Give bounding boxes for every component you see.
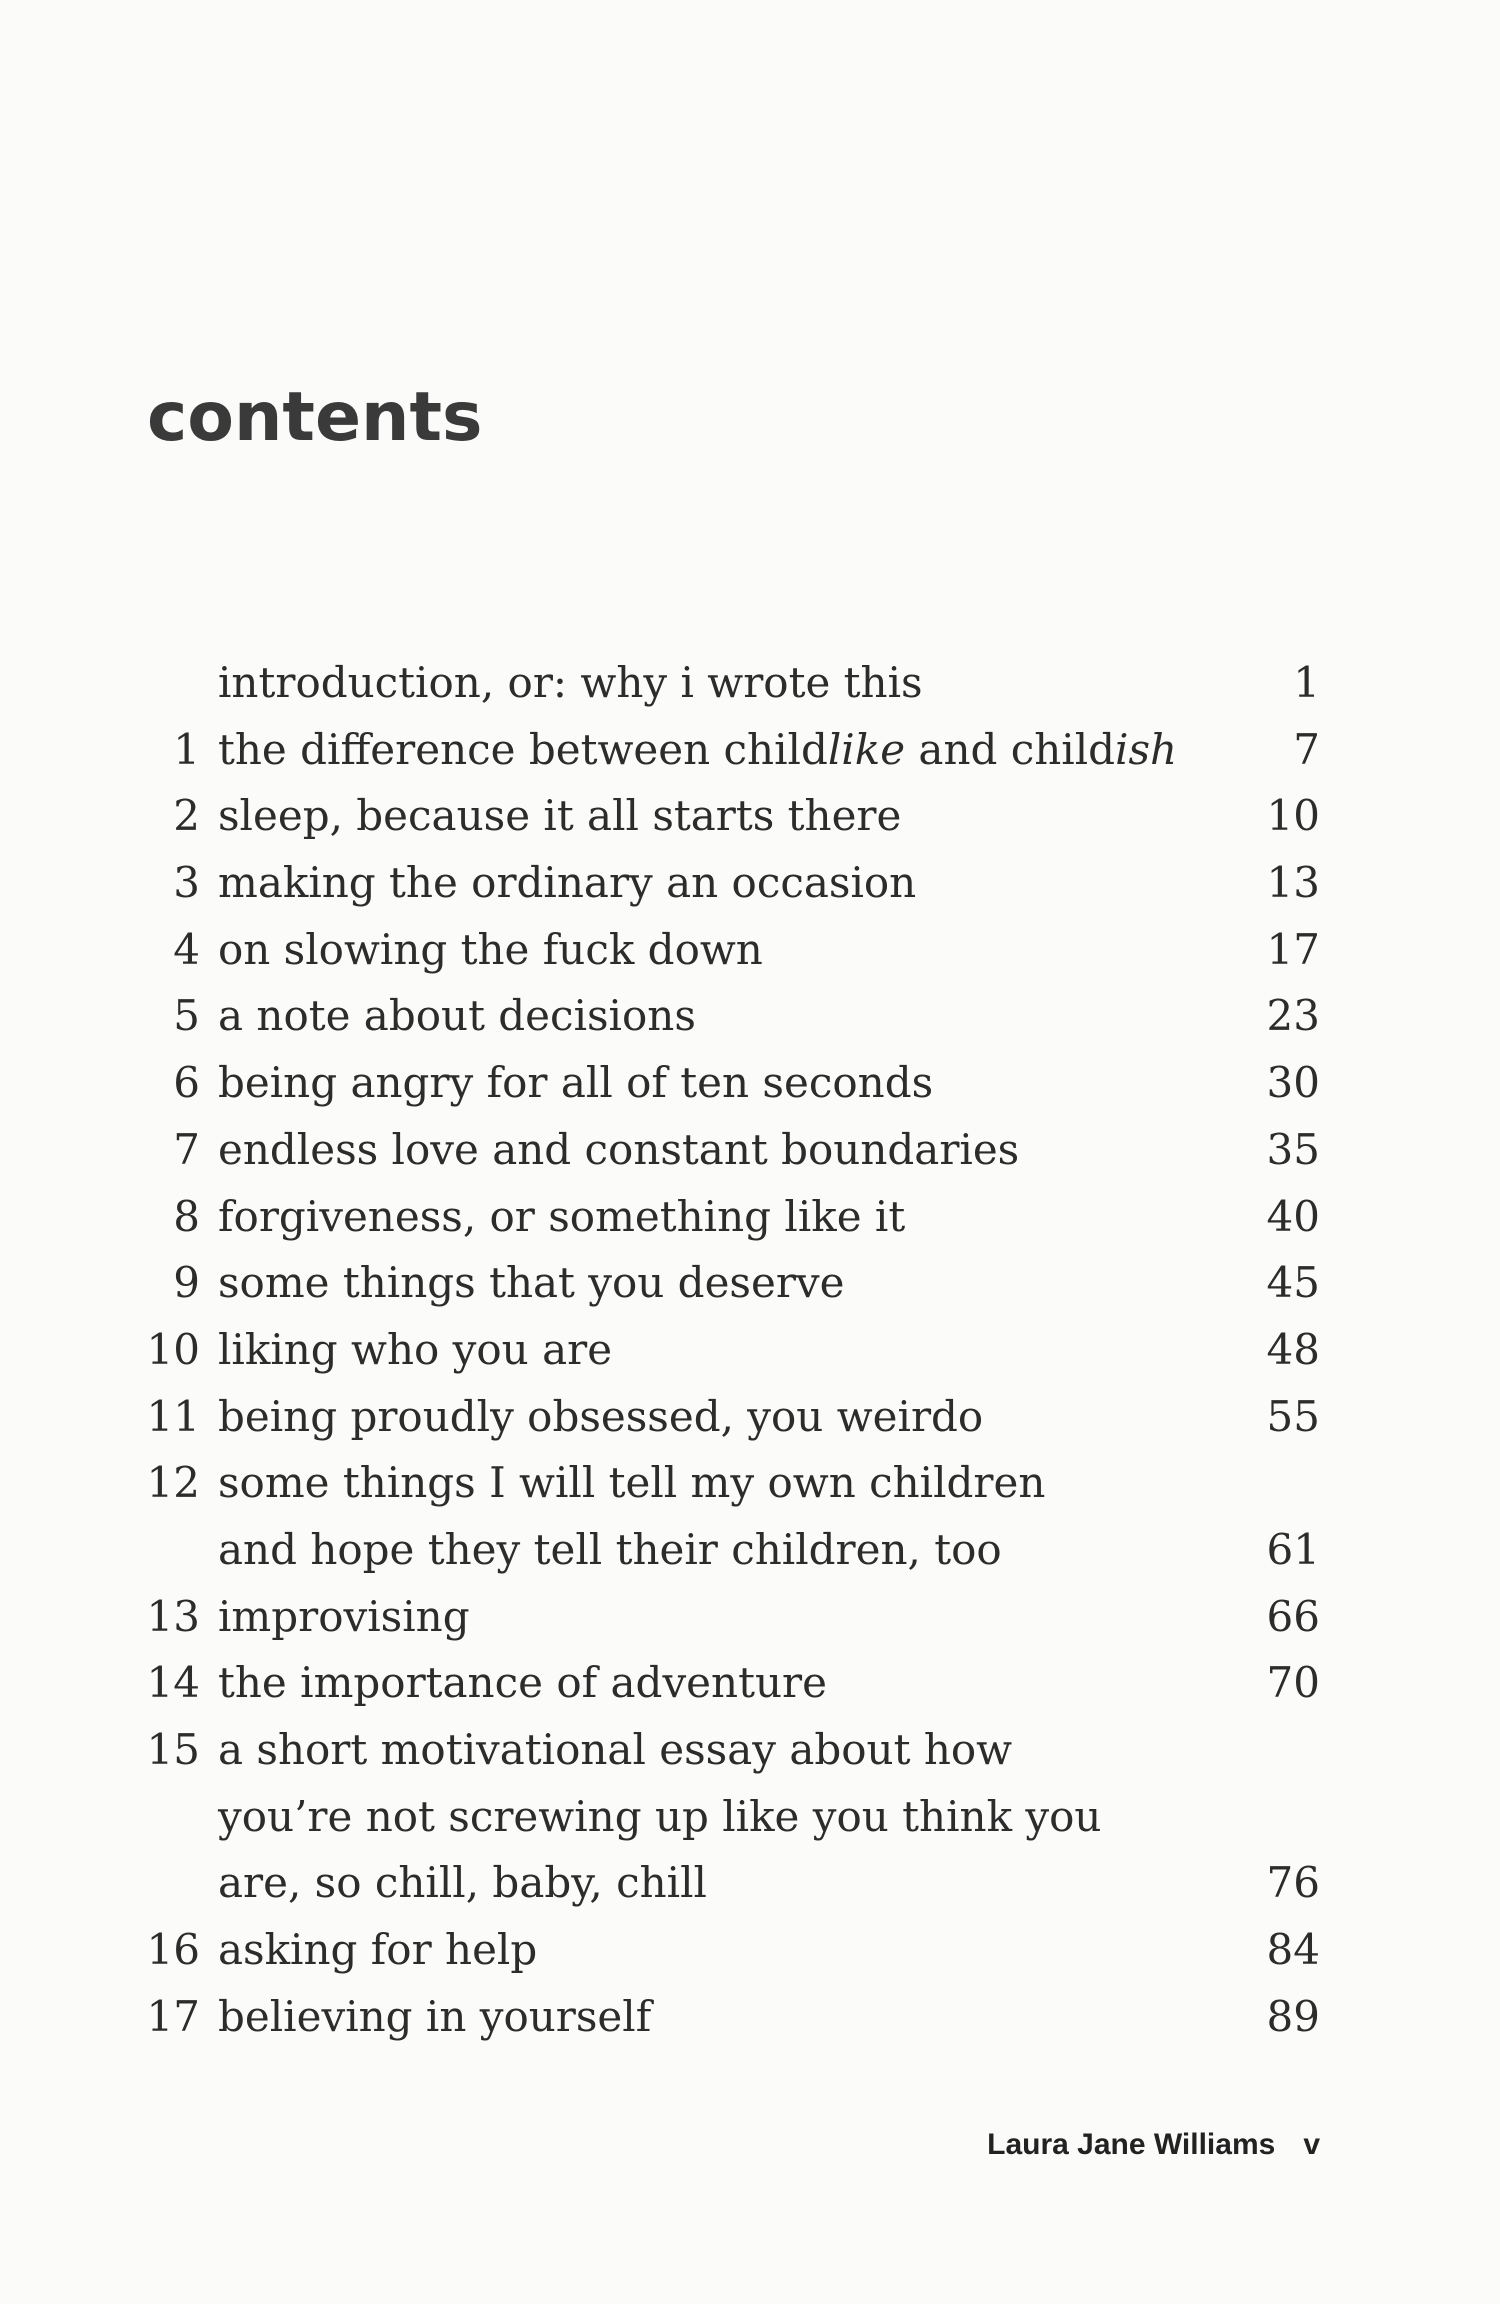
toc-entry-12-continued xyxy=(0,1517,1500,1584)
chapter-number: 6 xyxy=(173,1058,200,1108)
toc-entry-3 xyxy=(0,850,1500,917)
chapter-number: 11 xyxy=(146,1391,200,1441)
page-number: 70 xyxy=(1266,1658,1320,1708)
running-footer xyxy=(987,2128,1320,2162)
chapter-number: 12 xyxy=(146,1458,200,1508)
toc-entry-1 xyxy=(0,717,1500,784)
page-number: 40 xyxy=(1266,1191,1320,1241)
toc-entry-4 xyxy=(0,917,1500,984)
table-of-contents xyxy=(0,650,1500,2050)
chapter-title-continued: you’re not screwing up like you think you xyxy=(218,1791,1102,1841)
chapter-title: forgiveness, or something like it xyxy=(218,1191,906,1241)
chapter-title: some things I will tell my own children xyxy=(218,1458,1046,1508)
toc-entry-15 xyxy=(0,1717,1500,1784)
chapter-title-part: and child xyxy=(905,724,1116,774)
toc-entry-11 xyxy=(0,1384,1500,1451)
page-number: 35 xyxy=(1266,1124,1320,1174)
toc-entry-2 xyxy=(0,783,1500,850)
chapter-title: asking for help xyxy=(218,1925,538,1975)
chapter-number: 15 xyxy=(146,1725,200,1774)
toc-entry-7 xyxy=(0,1117,1500,1184)
toc-entry-6 xyxy=(0,1050,1500,1117)
chapter-number: 16 xyxy=(146,1925,200,1975)
page-number: 10 xyxy=(1266,791,1320,841)
toc-entry-5 xyxy=(0,983,1500,1050)
page-number: 7 xyxy=(1293,724,1320,774)
page-number: 61 xyxy=(1266,1524,1320,1574)
chapter-title: on slowing the fuck down xyxy=(218,924,763,974)
chapter-title: believing in yourself xyxy=(218,1991,652,2041)
page-number: 89 xyxy=(1266,1991,1320,2041)
page-number: 76 xyxy=(1266,1858,1320,1908)
chapter-title: being proudly obsessed, you weirdo xyxy=(218,1391,984,1441)
toc-entry-13 xyxy=(0,1584,1500,1651)
chapter-number: 13 xyxy=(146,1591,200,1641)
folio-number: v xyxy=(1303,2128,1320,2161)
chapter-number: 17 xyxy=(146,1991,200,2041)
chapter-number: 14 xyxy=(146,1658,200,1708)
chapter-number: 4 xyxy=(173,924,200,974)
toc-entry-16 xyxy=(0,1917,1500,1984)
chapter-title xyxy=(218,717,1177,784)
toc-entry-14 xyxy=(0,1650,1500,1717)
chapter-title-continued: are, so chill, baby, chill xyxy=(218,1858,707,1908)
chapter-title-italic: ish xyxy=(1115,724,1178,774)
page-number: 55 xyxy=(1266,1391,1320,1441)
page-number: 13 xyxy=(1266,858,1320,908)
chapter-number: 2 xyxy=(173,791,200,841)
page-title: contents xyxy=(147,378,483,457)
chapter-number: 7 xyxy=(173,1124,200,1174)
chapter-number: 8 xyxy=(173,1191,200,1241)
toc-entry-15-continued xyxy=(0,1850,1500,1917)
chapter-title-part: the difference between child xyxy=(218,724,828,774)
page-number: 30 xyxy=(1266,1058,1320,1108)
chapter-number: 5 xyxy=(173,991,200,1041)
toc-entry-12 xyxy=(0,1450,1500,1517)
page-number: 45 xyxy=(1266,1258,1320,1308)
chapter-title: improvising xyxy=(218,1591,470,1641)
chapter-title-continued: and hope they tell their children, too xyxy=(218,1524,1002,1574)
chapter-title: some things that you deserve xyxy=(218,1258,845,1308)
chapter-title: sleep, because it all starts there xyxy=(218,791,902,841)
page-number: 66 xyxy=(1266,1591,1320,1641)
page-number: 23 xyxy=(1266,991,1320,1041)
page-number: 17 xyxy=(1266,924,1320,974)
chapter-title: introduction, or: why i wrote this xyxy=(218,658,923,707)
author-name: Laura Jane Williams xyxy=(987,2128,1276,2161)
chapter-title: the importance of adventure xyxy=(218,1658,827,1708)
chapter-number: 3 xyxy=(173,858,200,908)
toc-entry-8 xyxy=(0,1184,1500,1251)
chapter-title: a note about decisions xyxy=(218,991,696,1041)
page-number: 1 xyxy=(1293,658,1320,707)
toc-entry-15-continued xyxy=(0,1784,1500,1851)
chapter-number: 9 xyxy=(173,1258,200,1308)
chapter-title: a short motivational essay about how xyxy=(218,1725,1013,1774)
toc-entry-17 xyxy=(0,1984,1500,2051)
chapter-number: 1 xyxy=(173,724,200,774)
toc-entry-9 xyxy=(0,1250,1500,1317)
toc-entry-introduction xyxy=(0,650,1500,717)
chapter-number: 10 xyxy=(146,1324,200,1374)
chapter-title-italic: like xyxy=(827,724,906,774)
chapter-title: liking who you are xyxy=(218,1324,613,1374)
chapter-title: endless love and constant boundaries xyxy=(218,1124,1020,1174)
toc-entry-10 xyxy=(0,1317,1500,1384)
page-number: 48 xyxy=(1266,1324,1320,1374)
page-number: 84 xyxy=(1266,1925,1320,1975)
chapter-title: being angry for all of ten seconds xyxy=(218,1058,934,1108)
chapter-title: making the ordinary an occasion xyxy=(218,858,917,908)
